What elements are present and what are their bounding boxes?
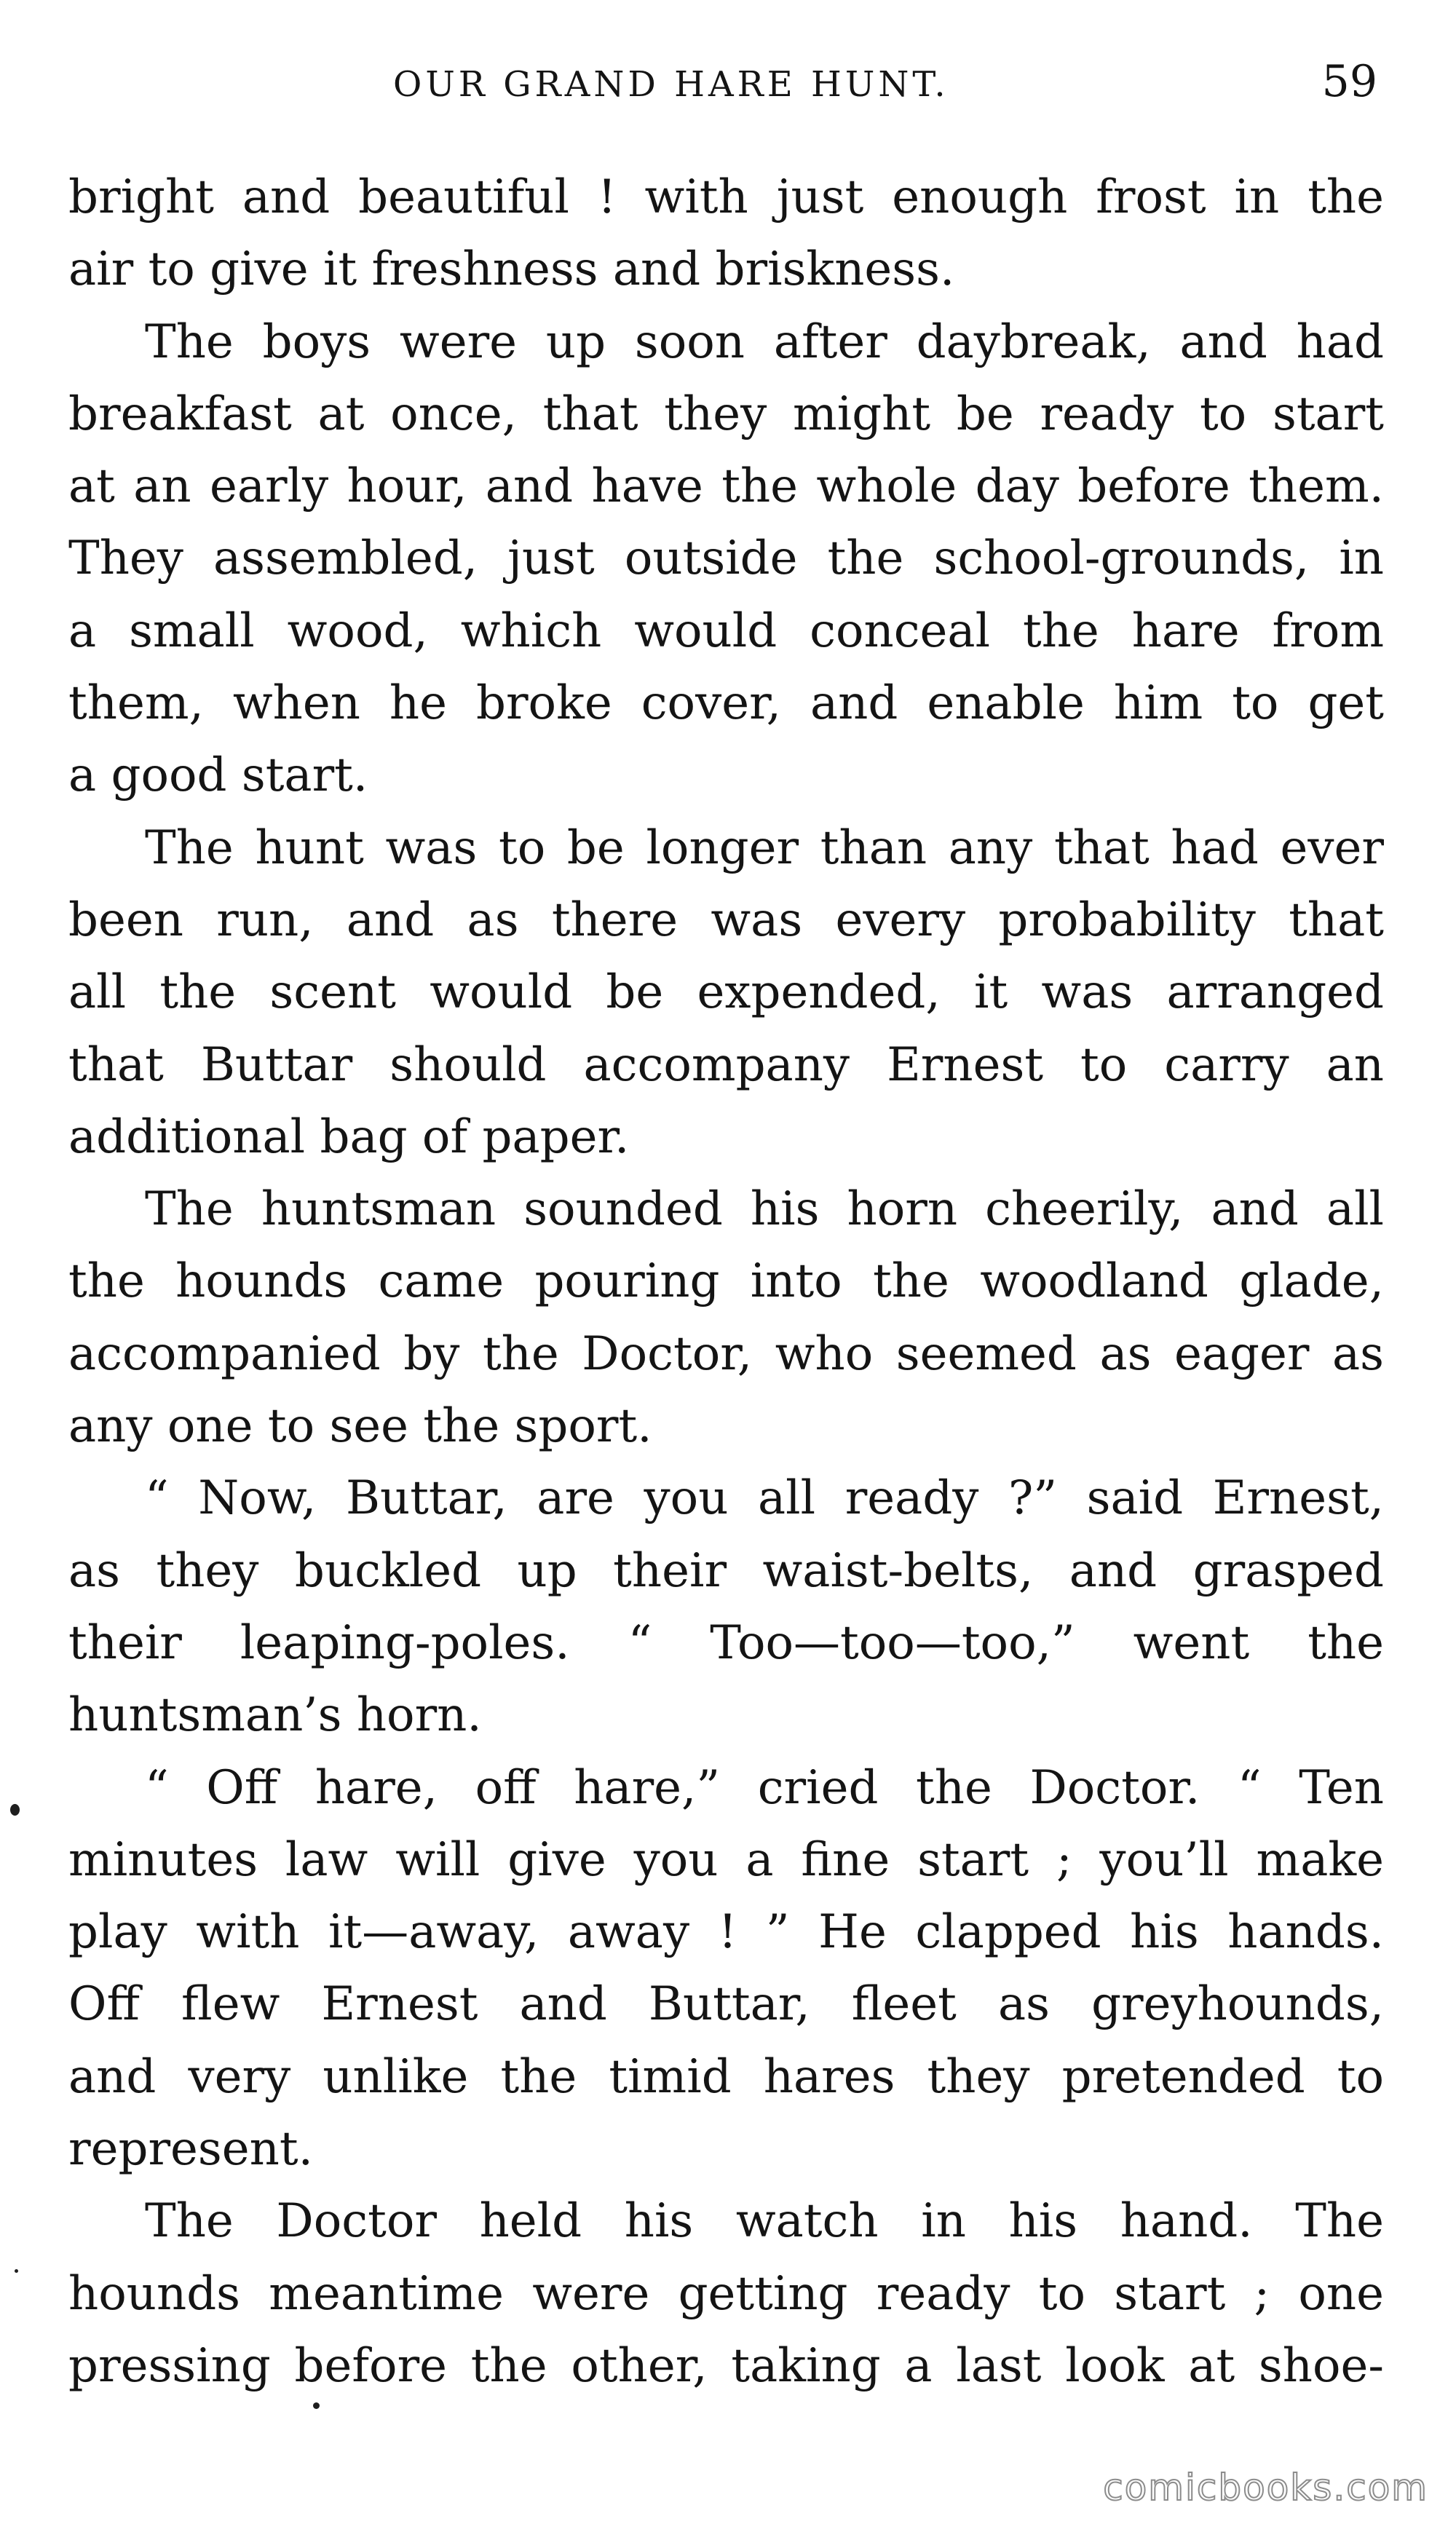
ink-speck <box>313 2402 320 2409</box>
text-line: pressing before the other, taking a last look at shoe- <box>68 2338 1384 2393</box>
body-text <box>68 162 1384 2402</box>
text-line: accompanied by the Doctor, who seemed as eager as <box>68 1326 1384 1381</box>
text-line: minutes law will give you a fine start ; you’ll make <box>68 1832 1384 1887</box>
text-line: the hounds came pouring into the woodland glade, <box>68 1254 1384 1309</box>
text-line: represent. <box>68 2122 313 2177</box>
text-line: a good start. <box>68 748 368 803</box>
text-line: huntsman’s horn. <box>68 1688 482 1743</box>
text-line: “ Off hare, off hare,” cried the Doctor. “ Ten <box>145 1760 1384 1815</box>
text-line: and very unlike the timid hares they pretended to <box>68 2049 1384 2104</box>
text-line: a small wood, which would conceal the hare from <box>68 604 1384 658</box>
text-line: hounds meantime were getting ready to start ; one <box>68 2266 1384 2321</box>
text-line: breakfast at once, that they might be ready to start <box>68 387 1384 441</box>
ink-speck <box>10 1804 20 1816</box>
text-line: “ Now, Buttar, are you all ready ?” said Ernest, <box>145 1471 1384 1526</box>
text-line: at an early hour, and have the whole day before them. <box>68 459 1384 514</box>
text-line: additional bag of paper. <box>68 1109 630 1164</box>
text-line: air to give it freshness and briskness. <box>68 242 955 297</box>
text-line: them, when he broke cover, and enable him to get <box>68 676 1384 731</box>
text-line: They assembled, just outside the school-grounds, in <box>68 531 1384 586</box>
text-line: bright and beautiful ! with just enough frost in the <box>68 170 1384 224</box>
text-line: The huntsman sounded his horn cheerily, and all <box>145 1182 1384 1237</box>
text-line: been run, and as there was every probability that <box>68 893 1384 947</box>
text-line: as they buckled up their waist-belts, and grasped <box>68 1543 1384 1598</box>
text-line: The Doctor held his watch in his hand. The <box>145 2194 1384 2249</box>
text-line: Off flew Ernest and Buttar, fleet as greyhounds, <box>68 1977 1384 2032</box>
text-line: their leaping-poles. “ Too—too—too,” went the <box>68 1615 1384 1670</box>
watermark: comicbooks.com <box>1103 2466 1428 2509</box>
text-line: all the scent would be expended, it was arranged <box>68 965 1384 1020</box>
running-head-title: OUR GRAND HARE HUNT. <box>393 64 949 105</box>
text-line: that Buttar should accompany Ernest to carry an <box>68 1037 1384 1092</box>
page-number: 59 <box>1321 56 1377 107</box>
ink-speck <box>15 2269 18 2273</box>
text-line: any one to see the sport. <box>68 1399 652 1454</box>
text-line: play with it—away, away ! ” He clapped his hands. <box>68 1905 1384 1960</box>
text-line: The hunt was to be longer than any that had ever <box>145 820 1384 875</box>
text-line: The boys were up soon after daybreak, and had <box>145 314 1384 369</box>
